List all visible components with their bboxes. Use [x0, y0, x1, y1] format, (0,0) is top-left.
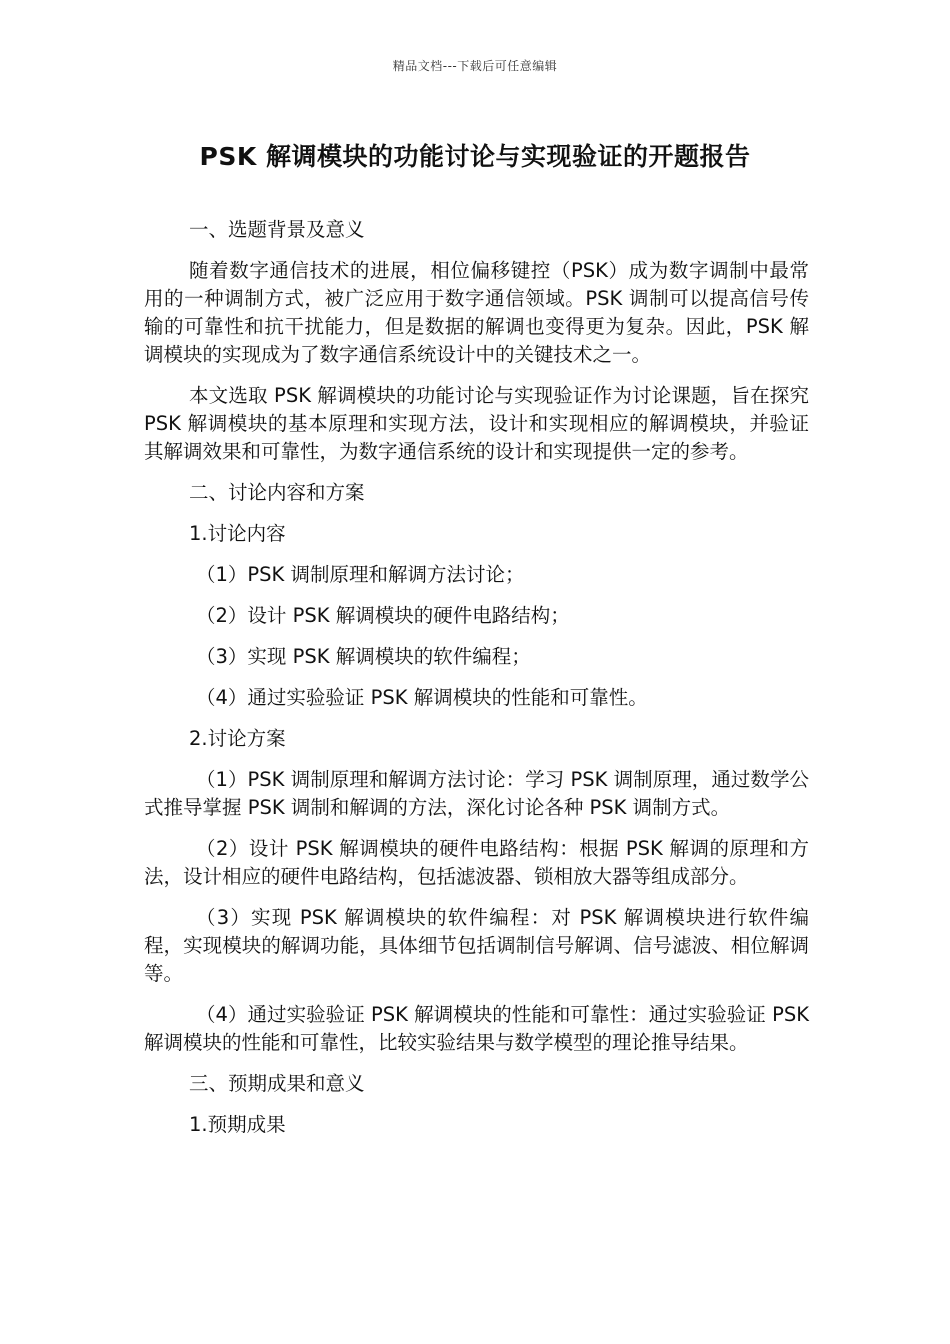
background-paragraph-1: 随着数字通信技术的进展，相位偏移键控（PSK）成为数字调制中最常用的一种调制方式，被广泛应用于数字通信领域。PSK 调制可以提高信号传输的可靠性和抗干扰能力，但是数据的解调也变得更为复杂。因此，PSK 解调模块的实现成为了数字通信系统设计中的关键技术之一。: [144, 259, 809, 366]
plan-paragraph: （1）PSK 调制原理和解调方法讨论：学习 PSK 调制原理，通过数学公式推导掌握 PSK 调制和解调的方法，深化讨论各种 PSK 调制方式。: [144, 768, 809, 819]
research-item: （4）通过实验验证 PSK 解调模块的性能和可靠性。: [196, 686, 648, 709]
subheading-research-content: 1.讨论内容: [189, 522, 286, 545]
background-paragraph-2: 本文选取 PSK 解调模块的功能讨论与实现验证作为讨论课题，旨在探究 PSK 解调模块的基本原理和实现方法，设计和实现相应的解调模块，并验证其解调效果和可靠性，为数字通信系统的设计和实现提供一定的参考。: [144, 384, 809, 463]
plan-paragraph: （3）实现 PSK 解调模块的软件编程：对 PSK 解调模块进行软件编程，实现模块的解调功能，具体细节包括调制信号解调、信号滤波、相位解调等。: [144, 906, 809, 985]
section-heading-expected: 三、预期成果和意义: [189, 1072, 365, 1095]
research-item: （1）PSK 调制原理和解调方法讨论；: [196, 563, 525, 586]
research-item: （3）实现 PSK 解调模块的软件编程；: [196, 645, 531, 668]
section-heading-background: 一、选题背景及意义: [189, 218, 365, 241]
subheading-research-plan: 2.讨论方案: [189, 727, 286, 750]
document-body: [144, 216, 809, 1152]
plan-paragraph: （4）通过实验验证 PSK 解调模块的性能和可靠性：通过实验验证 PSK 解调模块的性能和可靠性，比较实验结果与数学模型的理论推导结果。: [144, 1003, 809, 1054]
header-note: 精品文档---下载后可任意编辑: [392, 59, 558, 73]
section-heading-research: 二、讨论内容和方案: [189, 481, 365, 504]
research-item: （2）设计 PSK 解调模块的硬件电路结构；: [196, 604, 570, 627]
subheading-expected-results: 1.预期成果: [189, 1113, 286, 1136]
plan-paragraph: （2）设计 PSK 解调模块的硬件电路结构：根据 PSK 解调的原理和方法，设计相应的硬件电路结构，包括滤波器、锁相放大器等组成部分。: [144, 837, 809, 888]
document-title: PSK 解调模块的功能讨论与实现验证的开题报告: [199, 142, 751, 171]
